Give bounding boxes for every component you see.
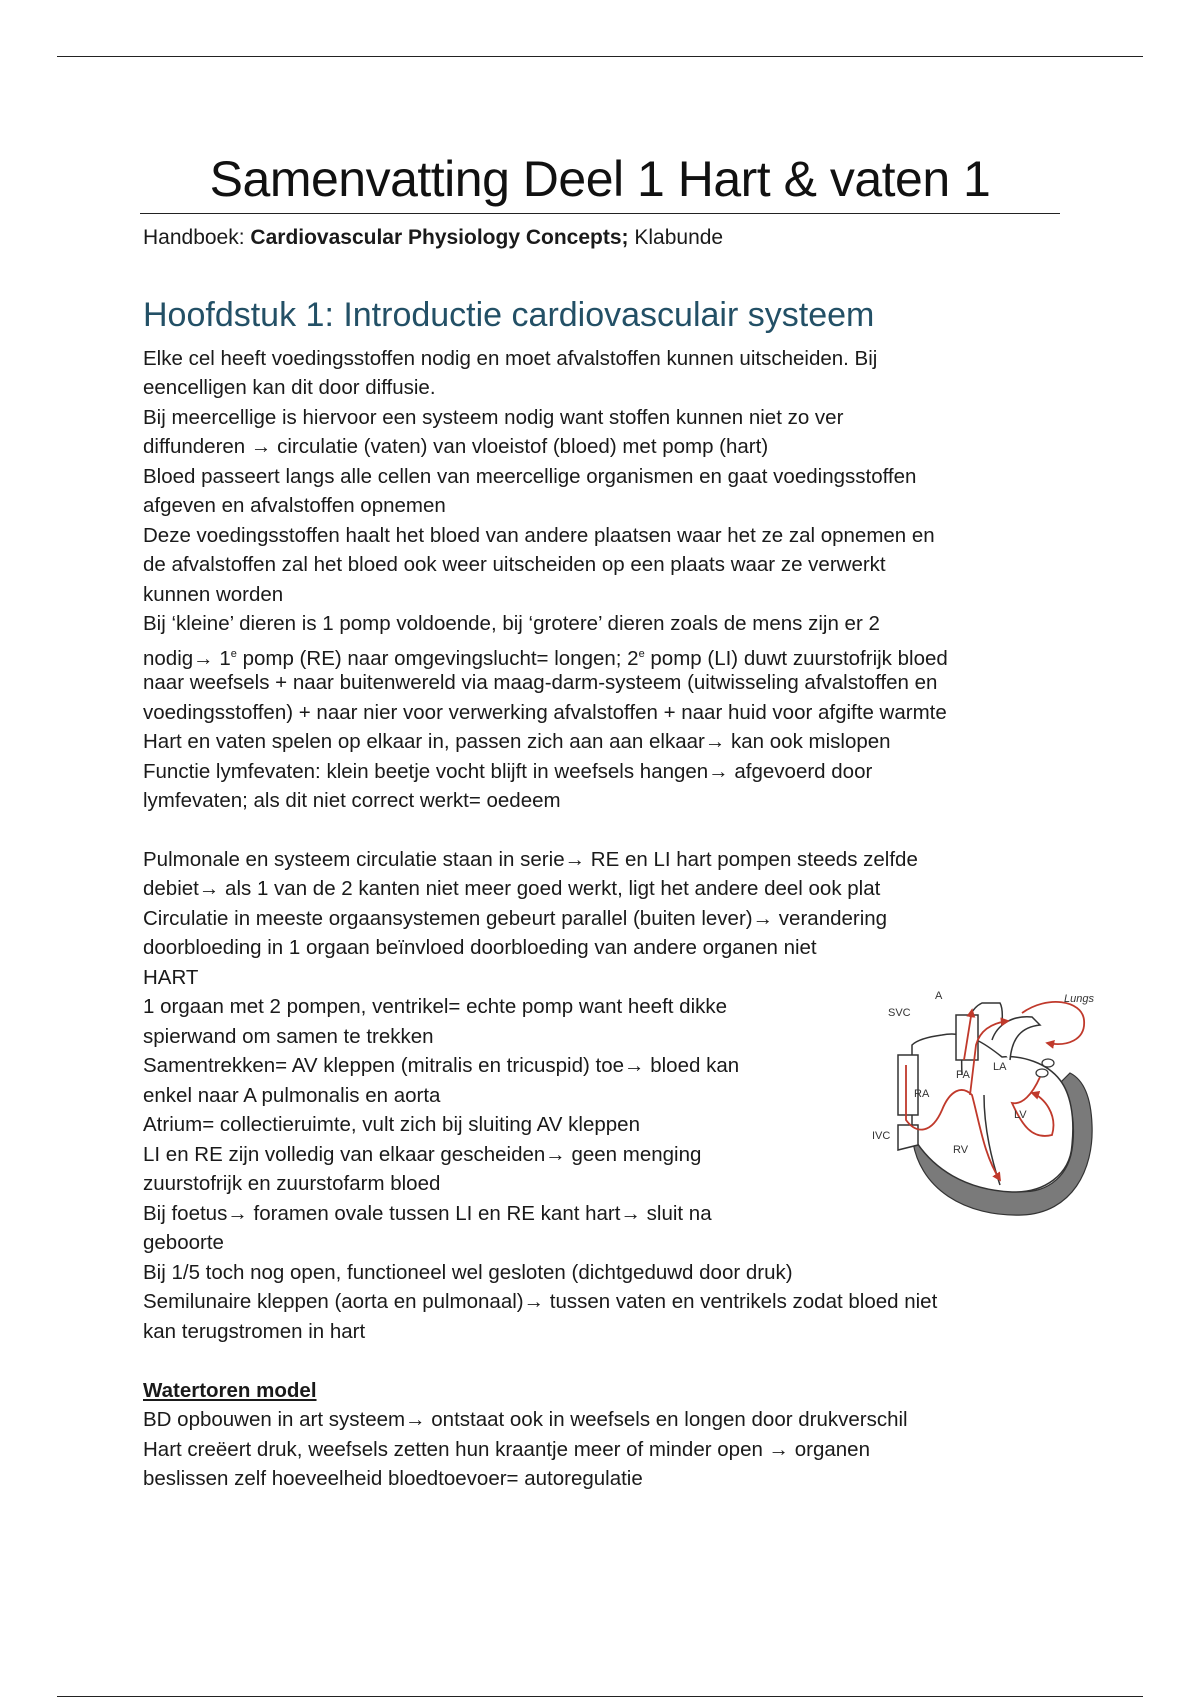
text-fragment: pomp (RE) naar omgevingslucht= longen; 2	[236, 646, 639, 670]
text-line: Bij foetus→ foramen ovale tussen LI en RE kant hart→ sluit na	[143, 1202, 712, 1225]
title-underline	[140, 213, 1060, 214]
text-line: kunnen worden	[143, 583, 284, 606]
svc-vessel	[898, 1055, 918, 1115]
text-line: beslissen zelf hoeveelheid bloedtoevoer= autoregulatie	[143, 1467, 643, 1490]
label-la: LA	[993, 1061, 1007, 1073]
text-line: enkel naar A pulmonalis en aorta	[143, 1084, 441, 1107]
text-line: Functie lymfevaten: klein beetje vocht blijft in weefsels hangen→ afgevoerd door	[143, 760, 873, 783]
pulmonary-vein	[1042, 1059, 1054, 1067]
label-lv: LV	[1014, 1109, 1027, 1121]
ordinal-suffix: e	[638, 648, 645, 660]
text-line: BD opbouwen in art systeem→ ontstaat ook in weefsels en longen door drukverschil	[143, 1408, 908, 1431]
label-ra: RA	[914, 1088, 930, 1100]
page-title: Samenvatting Deel 1 Hart & vaten 1	[209, 151, 991, 207]
text-line: voedingsstoffen) + naar nier voor verwerking afvalstoffen + naar huid voor afgifte warmte	[143, 701, 947, 724]
text-line: zuurstofrijk en zuurstofarm bloed	[143, 1172, 441, 1195]
text-fragment: nodig→ 1	[143, 646, 231, 670]
text-line: Bloed passeert langs alle cellen van meercellige organismen en gaat voedingsstoffen	[143, 465, 917, 488]
text-line: Hart creëert druk, weefsels zetten hun kraantje meer of minder open → organen	[143, 1438, 870, 1461]
top-rule	[57, 56, 1143, 57]
text-line: de afvalstoffen zal het bloed ook weer uitscheiden op een plaats waar ze verwerkt	[143, 553, 886, 576]
label-pa: PA	[956, 1069, 970, 1081]
handbook-book-title: Cardiovascular Physiology Concepts;	[250, 226, 629, 249]
text-line: HART	[143, 966, 199, 989]
label-rv: RV	[953, 1144, 969, 1156]
text-line: spierwand om samen te trekken	[143, 1025, 434, 1048]
text-line: Bij 1/5 toch nog open, functioneel wel gesloten (dichtgeduwd door druk)	[143, 1261, 793, 1284]
text-line: Bij ‘kleine’ dieren is 1 pomp voldoende, bij ‘grotere’ dieren zoals de mens zijn er 2	[143, 612, 880, 635]
text-fragment: pomp (LI) duwt zuurstofrijk bloed	[644, 646, 948, 670]
text-line: Atrium= collectieruimte, vult zich bij sluiting AV kleppen	[143, 1113, 640, 1136]
text-line: diffunderen → circulatie (vaten) van vloeistof (bloed) met pomp (hart)	[143, 435, 769, 458]
handbook-author: Klabunde	[628, 226, 724, 249]
text-line: debiet→ als 1 van de 2 kanten niet meer goed werkt, ligt het andere deel ook plat	[143, 877, 881, 900]
label-lungs: Lungs	[1064, 993, 1094, 1005]
heart-diagram	[872, 985, 1104, 1225]
text-line: doorbloeding in 1 orgaan beïnvloed doorbloeding van andere organen niet	[143, 936, 817, 959]
label-a: A	[935, 990, 943, 1002]
handbook-label: Handboek:	[143, 226, 251, 249]
text-line: afgeven en afvalstoffen opnemen	[143, 494, 446, 517]
text-line: Circulatie in meeste orgaansystemen gebeurt parallel (buiten lever)→ verandering	[143, 907, 888, 930]
text-line: geboorte	[143, 1231, 224, 1254]
pulmonary-vein	[1036, 1069, 1048, 1077]
text-line: Hart en vaten spelen op elkaar in, passen zich aan aan elkaar→ kan ook mislopen	[143, 730, 891, 753]
text-line: kan terugstromen in hart	[143, 1320, 366, 1343]
handbook-reference	[143, 224, 723, 251]
text-line: Deze voedingsstoffen haalt het bloed van andere plaatsen waar het ze zal opnemen en	[143, 524, 935, 547]
ordinal-suffix: e	[230, 648, 237, 660]
label-ivc: IVC	[872, 1130, 891, 1142]
text-line: Elke cel heeft voedingsstoffen nodig en moet afvalstoffen kunnen uitscheiden. Bij	[143, 347, 878, 370]
text-line: Bij meercellige is hiervoor een systeem nodig want stoffen kunnen niet zo ver	[143, 406, 844, 429]
text-line: 1 orgaan met 2 pompen, ventrikel= echte pomp want heeft dikke	[143, 995, 728, 1018]
text-line	[143, 640, 948, 673]
text-line: Samentrekken= AV kleppen (mitralis en tricuspid) toe→ bloed kan	[143, 1054, 740, 1077]
chapter-heading: Hoofdstuk 1: Introductie cardiovasculair systeem	[143, 296, 875, 334]
text-line: Pulmonale en systeem circulatie staan in serie→ RE en LI hart pompen steeds zelfde	[143, 848, 918, 871]
text-line: LI en RE zijn volledig van elkaar gescheiden→ geen menging	[143, 1143, 702, 1166]
section-heading-watertoren: Watertoren model	[143, 1379, 317, 1402]
bottom-rule	[57, 1696, 1143, 1697]
text-line: Semilunaire kleppen (aorta en pulmonaal)→ tussen vaten en ventrikels zodat bloed niet	[143, 1290, 938, 1313]
text-line: eencelligen kan dit door diffusie.	[143, 376, 436, 399]
text-line: naar weefsels + naar buitenwereld via maag-darm-systeem (uitwisseling afvalstoffen en	[143, 671, 938, 694]
text-line: lymfevaten; als dit niet correct werkt= oedeem	[143, 789, 561, 812]
label-svc: SVC	[888, 1007, 911, 1019]
